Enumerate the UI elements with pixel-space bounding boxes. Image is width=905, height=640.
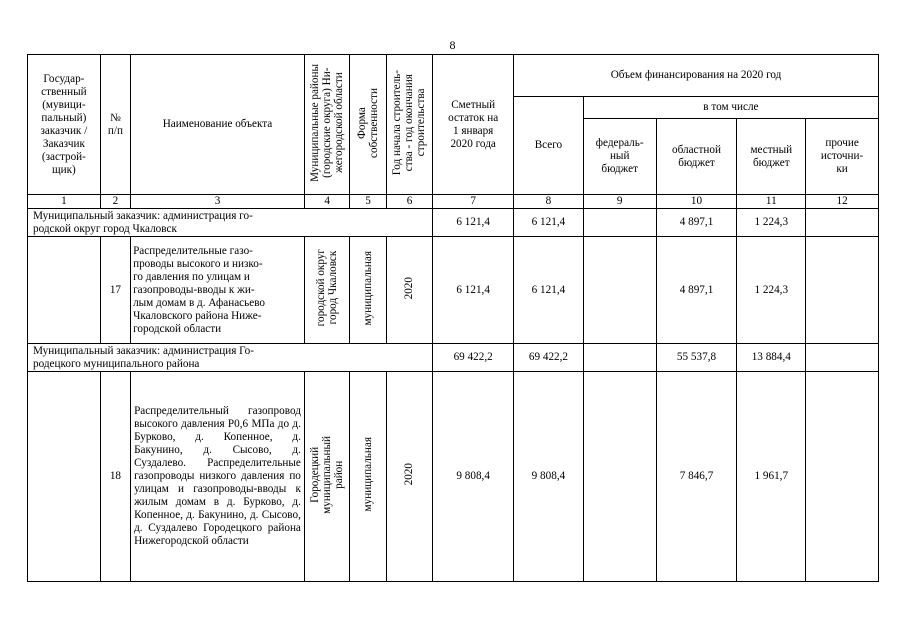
years-cell: [386, 237, 432, 344]
header-regional: областной бюджет: [656, 119, 737, 195]
header-object-name: Наименование объекта: [131, 55, 305, 195]
balance-cell: 6 121,4: [433, 237, 514, 344]
district-cell: [304, 237, 349, 344]
regional-cell: 7 846,7: [656, 372, 737, 582]
header-funding-title: Объем финансирования на 2020 год: [514, 55, 879, 97]
other-cell: [806, 237, 879, 344]
federal-cell: [583, 344, 656, 372]
total-cell: 69 422,2: [514, 344, 584, 372]
total-cell: 9 808,4: [514, 372, 584, 582]
column-number: 7: [433, 195, 514, 209]
customer-name: Муниципальный заказчик: администрация го- родской округ город Чкаловск: [28, 209, 433, 237]
years-text: 2020: [403, 276, 416, 300]
column-numbers-row: [28, 195, 879, 209]
ownership-cell: [350, 372, 386, 582]
header-district: [304, 55, 349, 195]
header-ownership-text: Форма собственности: [356, 87, 381, 158]
local-cell: 13 884,4: [737, 344, 806, 372]
header-balance: Сметный остаток на 1 января 2020 года: [433, 55, 514, 195]
total-cell: 6 121,4: [514, 209, 584, 237]
header-years-text: Год начала строитель- ства - год окончания строительства: [391, 69, 428, 176]
object-name: Распределительные газо- проводы высокого и низко- го давления по улицам и газопроводы-вводы к жи- лым домам в д. Афанасьево Чкаловского района Ниже- городской области: [131, 237, 305, 344]
balance-cell: 9 808,4: [433, 372, 514, 582]
header-local: местный бюджет: [737, 119, 806, 195]
regional-cell: 4 897,1: [656, 237, 737, 344]
local-cell: 1 961,7: [737, 372, 806, 582]
ownership-cell: [350, 237, 386, 344]
customer-row: [28, 209, 879, 237]
customer-cell: [28, 372, 101, 582]
header-years: [386, 55, 432, 195]
column-number: 11: [737, 195, 806, 209]
column-number: 9: [583, 195, 656, 209]
column-number: 12: [806, 195, 879, 209]
header-ownership: [350, 55, 386, 195]
table-row: [28, 237, 879, 344]
years-text: 2020: [403, 463, 416, 486]
header-federal: федераль- ный бюджет: [583, 119, 656, 195]
balance-cell: 6 121,4: [433, 209, 514, 237]
federal-cell: [583, 209, 656, 237]
regional-cell: 55 537,8: [656, 344, 737, 372]
ownership-text: муниципальная: [362, 250, 375, 326]
customer-row: [28, 344, 879, 372]
header-number: № п/п: [100, 55, 130, 195]
header-district-text: Муниципальные районы (городские округа) Ни- жегородской области: [309, 63, 346, 182]
column-number: 10: [656, 195, 737, 209]
local-cell: 1 224,3: [737, 237, 806, 344]
financing-table: [27, 54, 879, 582]
district-text: Городецкий муниципальный район: [309, 435, 346, 514]
years-cell: [386, 372, 432, 582]
other-cell: [806, 372, 879, 582]
regional-cell: 4 897,1: [656, 209, 737, 237]
other-cell: [806, 209, 879, 237]
header-including: в том числе: [583, 97, 878, 119]
header-customer: Государ- ственный (мувици- пальный) заказчик / Заказчик (застрой- щик): [28, 55, 101, 195]
customer-cell: [28, 237, 101, 344]
column-number: 3: [131, 195, 305, 209]
other-cell: [806, 344, 879, 372]
page-number: 8: [449, 38, 456, 52]
column-number: 2: [100, 195, 130, 209]
balance-cell: 69 422,2: [433, 344, 514, 372]
header-other: прочие источни- ки: [806, 119, 879, 195]
district-cell: [304, 372, 349, 582]
total-cell: 6 121,4: [514, 237, 584, 344]
federal-cell: [583, 237, 656, 344]
district-text: городской округ город Чкаловск: [315, 249, 340, 327]
column-number: 1: [28, 195, 101, 209]
federal-cell: [583, 372, 656, 582]
table-row: [28, 372, 879, 582]
local-cell: 1 224,3: [737, 209, 806, 237]
row-number: 17: [100, 237, 130, 344]
column-number: 5: [350, 195, 386, 209]
column-number: 4: [304, 195, 349, 209]
ownership-text: муниципальная: [362, 437, 375, 512]
column-number: 8: [514, 195, 584, 209]
customer-name: Муниципальный заказчик: администрация Го- родецкого муниципального района: [28, 344, 433, 372]
row-number: 18: [100, 372, 130, 582]
object-name: Распределительный газопровод высокого давления Р0,6 МПа до д. Бурково, д. Копенное, д. Бакунино, д. Сысово, д. Суздалево. Распределительные газопроводы низкого давления по улицам и газопроводы-вводы к жилым домам в д. Бурково, д. Копенное, д. Бакунино, д. Сысово, д. Суздалево Городецкого района Нижегородской области: [131, 372, 305, 582]
header-total: Всего: [514, 97, 584, 195]
column-number: 6: [386, 195, 432, 209]
